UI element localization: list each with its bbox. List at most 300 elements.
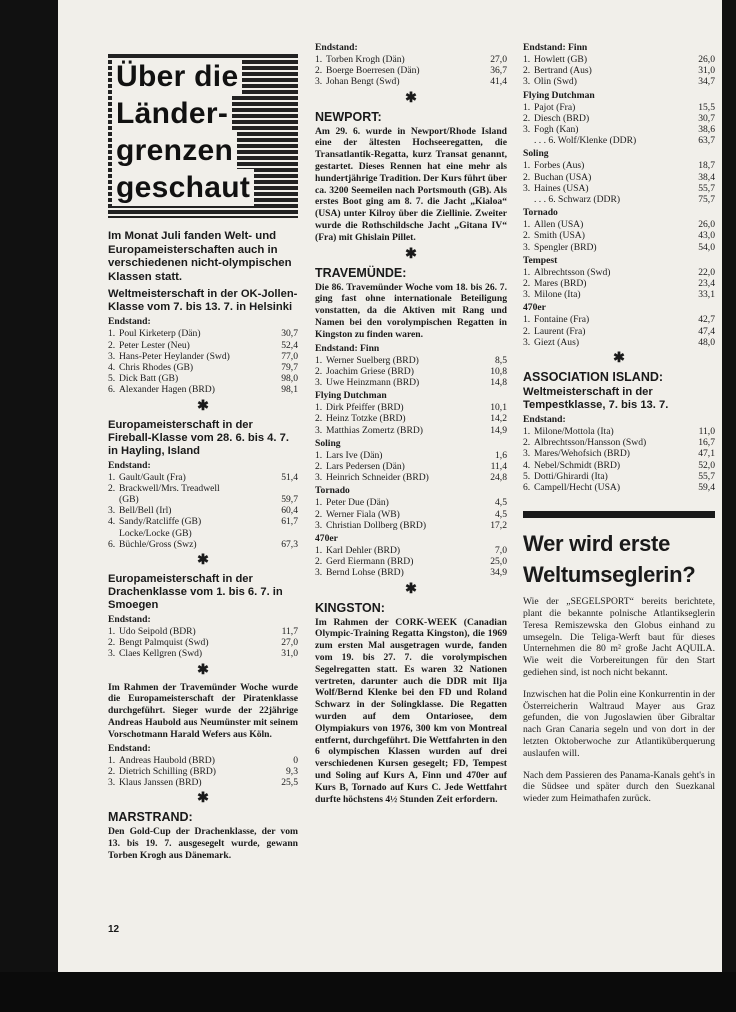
kingston-soling-results	[523, 160, 715, 205]
result-name: Giezt (Aus)	[534, 336, 580, 348]
column-left	[108, 40, 298, 864]
result-name: Bertrand (Aus)	[534, 65, 592, 77]
result-score: 61,7	[281, 516, 298, 528]
result-name: Dotti/Ghirardi (Ita)	[534, 470, 608, 482]
kingston-finn-label: Endstand: Finn	[523, 42, 588, 53]
drachen-endstand-label: Endstand:	[108, 614, 151, 626]
result-rank: 3.	[315, 519, 323, 531]
result-name: Fontaine (Fra)	[534, 314, 590, 326]
result-rank	[523, 135, 534, 146]
result-name: Lars Ive (Dän)	[326, 449, 383, 461]
result-name: Albrechtsson (Swd)	[534, 266, 611, 278]
kingston-tempest-results	[523, 267, 715, 301]
result-score: 43,0	[698, 230, 715, 242]
result-row	[108, 626, 298, 637]
result-row	[315, 472, 507, 483]
result-rank: 3.	[523, 124, 531, 136]
result-score: 98,0	[281, 373, 298, 385]
result-score: 31,0	[281, 648, 298, 660]
result-name: Alexander Hagen (BRD)	[119, 384, 215, 396]
result-name: Karl Dehler (BRD)	[326, 545, 401, 556]
result-score: 25,5	[281, 777, 298, 789]
result-name: Laurent (Fra)	[534, 325, 586, 337]
result-score: 48,0	[698, 336, 715, 348]
result-score: 8,5	[495, 354, 507, 366]
result-rank: 1.	[108, 328, 116, 340]
result-score: 54,0	[698, 241, 715, 253]
result-score: 77,0	[281, 350, 298, 362]
result-score: 42,7	[698, 314, 715, 326]
result-score: 55,7	[698, 470, 715, 482]
result-rank: 1.	[523, 314, 531, 326]
result-name: Milone/Mottola (Ita)	[534, 426, 614, 438]
result-name: Brackwell/Mrs. Treadwell	[119, 482, 220, 494]
ok-endstand-label: Endstand:	[108, 316, 151, 328]
result-name: Poul Kirketerp (Dän)	[119, 328, 201, 340]
result-score: 31,0	[698, 65, 715, 77]
result-rank: 1.	[523, 54, 531, 65]
result-row	[523, 54, 715, 65]
result-rank: 1.	[315, 354, 323, 366]
result-row	[523, 230, 715, 241]
result-rank: 2.	[523, 278, 531, 290]
result-name: Sandy/Ratcliffe (GB)	[119, 516, 202, 528]
kingston-fd-label: Flying Dutchman	[523, 89, 595, 101]
result-row	[108, 766, 298, 777]
result-row	[523, 219, 715, 230]
result-score: 41,4	[490, 76, 507, 88]
result-name: Mares/Wehofsich (BRD)	[534, 448, 630, 460]
result-row	[523, 337, 715, 348]
column-middle	[315, 40, 507, 807]
kingston-text: Im Rahmen der CORK-WEEK (Canadian Olympic-Training Regatta Kingston), die 1969 zum ersten Mal ausgetragen wurde, fanden vom 19. bis 27. 7. die vorolympischen Segelregatten statt. Es waren 32 Nationen vertreten, darunter auch die DDR mit Ilja Wolf/Bernd Klenke bei den FD und Roland Schwarz in der Solingklasse. Die Regatten wurden auf dem Ontariosee, dem Olympiakurs von 1976, 300 km von Montreal entfernt, durchgeführt. Die Wettfahrten in den 6 olympischen Klassen wurden auf drei verschiedenen Kursen gesegelt; FD, Tempest und Soling auf Kurs A, Finn und 470er auf Kurs B, Tornado auf Kurs C. Jede Wettfahrt durfte höchstens 4½ Stunden Zeit erfordern.	[315, 616, 507, 805]
result-name: Udo Seipold (BDR)	[119, 626, 196, 638]
result-name: Forbes (Aus)	[534, 160, 585, 172]
result-name: Olin (Swd)	[534, 76, 577, 88]
result-name: Pajot (Fra)	[534, 101, 576, 113]
result-row	[523, 278, 715, 289]
result-row	[108, 755, 298, 766]
result-name: Uwe Heinzmann (BRD)	[326, 376, 420, 388]
result-rank: 3.	[523, 336, 531, 348]
result-name: Fogh (Kan)	[534, 124, 579, 136]
result-row	[315, 65, 507, 76]
drachen-results	[108, 626, 298, 660]
result-rank: 2.	[315, 413, 323, 425]
result-rank: 1.	[315, 449, 323, 461]
marstrand-text: Den Gold-Cup der Drachenklasse, der vom 13. bis 19. 7. ausgesegelt wurde, gewann Torben Krogh aus Dänemark.	[108, 826, 298, 861]
kingston-heading: KINGSTON:	[315, 600, 385, 615]
result-score: 34,7	[698, 76, 715, 88]
result-row	[108, 516, 298, 527]
result-score: 10,1	[490, 402, 507, 414]
result-row	[523, 242, 715, 253]
result-row	[108, 472, 298, 483]
result-name: Christian Dollberg (BRD)	[326, 519, 427, 531]
result-rank: 2.	[523, 437, 531, 449]
headline: Über die Länder- grenzen geschaut	[112, 58, 254, 206]
result-score: 14,2	[490, 413, 507, 425]
result-name: Heinz Totzke (BRD)	[326, 413, 406, 425]
result-score: 98,1	[281, 384, 298, 396]
result-row	[108, 483, 298, 494]
result-score: 52,4	[281, 339, 298, 351]
result-score: 24,8	[490, 472, 507, 484]
result-name: Gerd Eiermann (BRD)	[326, 556, 414, 568]
result-rank: 6.	[108, 384, 116, 396]
result-name: Albrechtsson/Hansson (Swd)	[534, 437, 647, 449]
result-rank: 3.	[523, 182, 531, 194]
result-row	[315, 497, 507, 508]
result-rank: 5.	[108, 373, 116, 385]
result-score: 14,9	[490, 424, 507, 436]
marstrand-endstand-label: Endstand:	[315, 42, 358, 53]
separator-star: ✱	[405, 246, 417, 262]
result-rank: 2.	[108, 482, 116, 494]
result-row	[315, 520, 507, 531]
result-score: 4,5	[495, 497, 507, 509]
result-score: 23,4	[698, 278, 715, 290]
result-row	[523, 460, 715, 471]
travemuende-tornado-results	[315, 497, 507, 531]
result-rank: 3.	[523, 289, 531, 301]
fireball-results	[108, 472, 298, 550]
result-rank: 3.	[315, 567, 323, 579]
result-score: 1,6	[495, 449, 507, 461]
result-rank: 2.	[108, 339, 116, 351]
result-rank: 3.	[315, 472, 323, 484]
result-rank: 2.	[108, 765, 116, 777]
result-name: Werner Fiala (WB)	[326, 508, 400, 520]
result-score: 47,4	[698, 325, 715, 337]
result-score: 11,4	[490, 460, 507, 472]
result-score: 16,7	[698, 437, 715, 449]
result-name: Campell/Hecht (USA)	[534, 482, 621, 494]
result-rank	[523, 194, 534, 205]
result-name: Mares (BRD)	[534, 278, 587, 290]
result-score: 52,0	[698, 459, 715, 471]
marstrand-heading: MARSTRAND:	[108, 810, 193, 825]
result-score: 27,0	[490, 54, 507, 65]
piraten-results	[108, 755, 298, 789]
result-score: 67,3	[281, 538, 298, 550]
association-event-title: Weltmeisterschaft in der Tempestklasse, 7. bis 13. 7.	[523, 386, 669, 412]
result-name: Boerge Boerresen (Dän)	[326, 65, 420, 77]
result-score	[268, 528, 298, 539]
headline-block	[108, 54, 298, 218]
result-rank: 3.	[108, 350, 116, 362]
result-rank: 2.	[523, 112, 531, 124]
separator-star: ✱	[613, 351, 625, 367]
column-right	[523, 40, 715, 807]
scan-border	[0, 972, 736, 1012]
result-name: Buchan (USA)	[534, 171, 592, 183]
result-score: 26,0	[698, 219, 715, 231]
result-row	[523, 160, 715, 171]
travemuende-finn-label: Endstand: Finn	[315, 342, 380, 354]
result-score: 33,1	[698, 289, 715, 301]
result-name: Chris Rhodes (GB)	[119, 361, 194, 373]
result-name: Nebel/Schmidt (BRD)	[534, 459, 621, 471]
result-row	[523, 448, 715, 459]
ok-results	[108, 328, 298, 395]
result-row	[523, 426, 715, 437]
result-row	[315, 54, 507, 65]
result-row	[523, 113, 715, 124]
ok-event-title: Weltmeisterschaft in der OK-Jollen-Klasse vom 7. bis 13. 7. in Helsinki	[108, 288, 298, 314]
result-rank: 2.	[315, 365, 323, 377]
result-name: Andreas Haubold (BRD)	[119, 754, 215, 766]
result-score: 59,4	[698, 482, 715, 494]
result-score: 4,5	[495, 508, 507, 520]
result-rank: 3.	[108, 777, 116, 789]
result-name: Claes Kellgren (Swd)	[119, 648, 203, 660]
result-row	[523, 267, 715, 278]
result-score: 59,7	[281, 494, 298, 505]
result-name: Smith (USA)	[534, 230, 585, 242]
result-score: 11,7	[281, 626, 298, 638]
result-score: 25,0	[490, 556, 507, 568]
result-name: Gault/Gault (Fra)	[119, 471, 186, 483]
result-row	[315, 377, 507, 388]
result-row	[108, 637, 298, 648]
result-score: 0	[293, 754, 298, 766]
result-score: 47,1	[698, 448, 715, 460]
weltumseglerin-title: Wer wird erste Weltumseglerin?	[523, 531, 696, 588]
result-score: 26,0	[698, 54, 715, 65]
separator-star: ✱	[197, 553, 209, 569]
kingston-fd-results	[523, 102, 715, 147]
result-row	[108, 351, 298, 362]
result-rank: 2.	[315, 65, 323, 77]
result-rank: 3.	[315, 424, 323, 436]
travemuende-soling-label: Soling	[315, 437, 341, 449]
result-name: Bell/Bell (Irl)	[119, 505, 172, 517]
result-row	[523, 471, 715, 482]
result-row	[108, 384, 298, 395]
result-name: Diesch (BRD)	[534, 112, 590, 124]
result-rank: 2.	[523, 325, 531, 337]
kingston-tornado-results	[523, 219, 715, 253]
kingston-soling-label: Soling	[523, 148, 549, 160]
result-name: Dietrich Schilling (BRD)	[119, 765, 216, 777]
travemuende-470-label: 470er	[315, 533, 338, 544]
result-rank: 2.	[523, 65, 531, 77]
magazine-page	[58, 0, 722, 972]
drachen-event-title: Europameisterschaft in der Drachenklasse vom 1. bis 6. 7. in Smoegen	[108, 573, 283, 612]
result-rank: 3.	[108, 505, 116, 517]
result-score: 63,7	[698, 135, 715, 147]
result-rank: 6.	[108, 538, 116, 550]
result-name: Locke/Locke (GB)	[119, 527, 192, 539]
result-rank: 2.	[523, 171, 531, 183]
result-rank	[108, 528, 119, 539]
result-rank: 3.	[523, 76, 531, 88]
result-row	[523, 102, 715, 113]
result-name: Howlett (GB)	[534, 54, 588, 65]
result-row	[108, 777, 298, 788]
result-rank: 4.	[523, 459, 531, 471]
result-rank: 1.	[315, 402, 323, 414]
intro-text: Im Monat Juli fanden Welt- und Europameisterschaften auch in verschiedenen nicht-olympischen Klassen statt.	[108, 230, 292, 283]
result-score: 38,6	[698, 124, 715, 136]
result-row	[315, 556, 507, 567]
result-row	[315, 76, 507, 87]
result-name: Haines (USA)	[534, 182, 589, 194]
piraten-text: Im Rahmen der Travemünder Woche wurde die Europameisterschaft der Piratenklasse durchgeführt. Sieger wurde der 22jährige Andreas Haubold aus Neumünster mit seinem Vorschotmann Harald Wefers aus Köln.	[108, 681, 298, 740]
result-score: 22,0	[698, 266, 715, 278]
result-row	[523, 124, 715, 135]
result-row	[108, 362, 298, 373]
result-name: Joachim Griese (BRD)	[326, 365, 414, 377]
marstrand-results	[315, 54, 507, 88]
result-score: 17,2	[490, 519, 507, 531]
result-score: 27,0	[281, 637, 298, 649]
association-heading: ASSOCIATION ISLAND:	[523, 370, 664, 385]
result-row	[523, 183, 715, 194]
result-row	[315, 461, 507, 472]
result-rank: 3.	[315, 376, 323, 388]
kingston-finn-results	[523, 54, 715, 88]
separator-star: ✱	[197, 791, 209, 807]
travemuende-fd-results	[315, 402, 507, 436]
result-score: 79,7	[281, 361, 298, 373]
result-rank: 1.	[108, 626, 116, 638]
result-row	[315, 567, 507, 578]
result-rank: 1.	[523, 219, 531, 231]
result-name: Peter Due (Dän)	[326, 497, 389, 509]
result-rank: 2.	[523, 230, 531, 242]
travemuende-text: Die 86. Travemünder Woche vom 18. bis 26. 7. ging fast ohne internationale Beteiligung vonstatten, da die Aktiven mit Rang und Namen bei den vorolympischen Regatten in Kingston zu finden waren.	[315, 281, 507, 340]
result-rank: 3.	[315, 76, 323, 88]
result-rank: 2.	[315, 460, 323, 472]
result-name: Milone (Ita)	[534, 289, 581, 301]
result-score: 15,5	[698, 101, 715, 113]
kingston-470-results	[523, 314, 715, 348]
kingston-tempest-label: Tempest	[523, 254, 558, 266]
result-rank: 4.	[108, 516, 116, 528]
result-score: 14,8	[490, 376, 507, 388]
separator-star: ✱	[197, 662, 209, 678]
result-rank: 2.	[108, 637, 116, 649]
result-rank: 1.	[523, 266, 531, 278]
result-score: 7,0	[495, 545, 507, 556]
travemuende-heading: TRAVEMÜNDE:	[315, 265, 407, 280]
result-name: Torben Krogh (Dän)	[326, 54, 405, 65]
result-score: 18,7	[698, 160, 715, 172]
result-rank: 1.	[315, 545, 323, 556]
result-name: Peter Lester (Neu)	[119, 339, 190, 351]
result-rank: 1.	[108, 754, 116, 766]
result-row	[108, 528, 298, 539]
result-row	[108, 539, 298, 550]
result-name: Hans-Peter Heylander (Swd)	[119, 350, 230, 362]
result-name: . . . 6. Wolf/Klenke (DDR)	[534, 135, 637, 147]
result-rank: 1.	[108, 471, 116, 483]
result-rank: 1.	[523, 160, 531, 172]
result-row	[108, 328, 298, 339]
result-rank: 5.	[523, 470, 531, 482]
fireball-event-title: Europameisterschaft in der Fireball-Klasse vom 28. 6. bis 4. 7. in Hayling, Island	[108, 418, 289, 457]
separator-star: ✱	[405, 581, 417, 597]
result-rank: 1.	[523, 101, 531, 113]
result-rank: 2.	[315, 556, 323, 568]
piraten-endstand-label: Endstand:	[108, 742, 151, 754]
kingston-tornado-label: Tornado	[523, 207, 558, 219]
result-name: Büchle/Gross (Swz)	[119, 538, 197, 550]
result-score: 34,9	[490, 567, 507, 579]
result-row	[108, 494, 298, 505]
result-rank: 3.	[523, 448, 531, 460]
result-name: Werner Suelberg (BRD)	[326, 354, 419, 366]
result-row	[315, 509, 507, 520]
result-score: 30,7	[698, 112, 715, 124]
section-rule	[523, 511, 715, 518]
result-rank: 1.	[315, 54, 323, 65]
result-name: Heinrich Schneider (BRD)	[326, 472, 429, 484]
result-name: Bernd Lohse (BRD)	[326, 567, 404, 579]
result-score: 38,4	[698, 171, 715, 183]
result-name: Klaus Janssen (BRD)	[119, 777, 202, 789]
result-name: Spengler (BRD)	[534, 241, 597, 253]
result-name: Dirk Pfeiffer (BRD)	[326, 402, 404, 414]
result-row	[523, 289, 715, 300]
result-name: Johan Bengt (Swd)	[326, 76, 400, 88]
result-score: 30,7	[281, 328, 298, 340]
result-row	[108, 340, 298, 351]
result-name: Bengt Palmquist (Swd)	[119, 637, 209, 649]
travemuende-fd-label: Flying Dutchman	[315, 390, 387, 402]
result-row	[523, 172, 715, 183]
page-number: 12	[108, 924, 120, 935]
result-score: 10,8	[490, 365, 507, 377]
result-rank: 1.	[315, 497, 323, 509]
result-name: Allen (USA)	[534, 219, 584, 231]
travemuende-tornado-label: Tornado	[315, 485, 350, 497]
result-name: Dick Batt (GB)	[119, 373, 179, 385]
result-row	[523, 437, 715, 448]
result-score: 60,4	[281, 505, 298, 517]
separator-star: ✱	[405, 90, 417, 106]
result-row	[315, 402, 507, 413]
result-score: 75,7	[698, 194, 715, 206]
result-rank: 3.	[523, 241, 531, 253]
result-rank: 3.	[108, 648, 116, 660]
kingston-470-label: 470er	[523, 302, 546, 314]
weltumseglerin-para-3: Nach dem Passieren des Panama-Kanals geht's in die Südsee und später durch den Suezkanal wieder zum Heimathafen zurück.	[523, 769, 715, 805]
result-score: 55,7	[698, 182, 715, 194]
result-rank: 6.	[523, 482, 531, 494]
result-row	[315, 450, 507, 461]
result-score: 11,0	[698, 426, 715, 438]
fireball-endstand-label: Endstand:	[108, 459, 151, 471]
result-row	[108, 648, 298, 659]
result-row	[523, 194, 715, 205]
result-row	[315, 425, 507, 436]
result-score: 51,4	[281, 471, 298, 483]
result-row	[315, 355, 507, 366]
result-row	[523, 314, 715, 325]
result-score: 9,3	[286, 765, 298, 777]
result-rank	[108, 494, 119, 505]
result-row	[315, 545, 507, 556]
weltumseglerin-para-2: Inzwischen hat die Polin eine Konkurrentin in der Österreicherin Waltraud Mayer aus Graz gefunden, die von Jugoslawien über Gibraltar nach Gran Canaria segeln und von dort in der letzten Oktoberwoche zur Atlantiküberquerung auslaufen will.	[523, 688, 715, 759]
result-row	[315, 413, 507, 424]
result-name: Matthias Zomertz (BRD)	[326, 424, 423, 436]
travemuende-470-results	[315, 545, 507, 579]
association-results	[523, 426, 715, 493]
travemuende-soling-results	[315, 450, 507, 484]
